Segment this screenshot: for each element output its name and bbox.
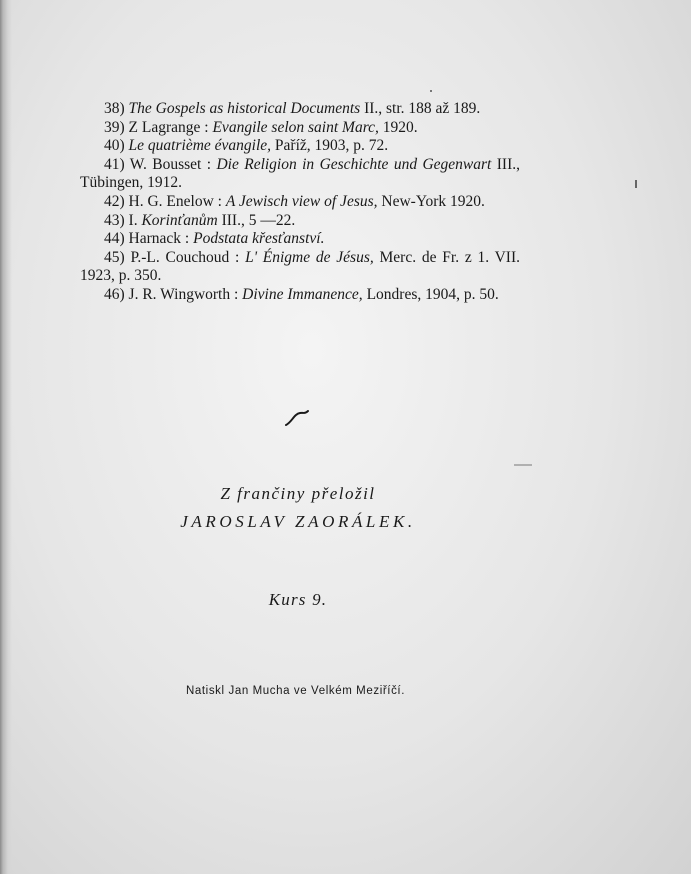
endnote bbox=[80, 212, 520, 231]
paper-speck bbox=[635, 180, 637, 188]
printer-imprint: Natiskl Jan Mucha ve Velkém Meziříčí. bbox=[185, 685, 406, 697]
endnote-title: L' Énigme de Jésus, bbox=[245, 248, 374, 266]
endnote-number: 39) bbox=[104, 118, 125, 136]
endnote-number: 43) bbox=[104, 211, 125, 229]
endnote-text: Paříž, 1903, p. 72. bbox=[271, 137, 389, 155]
endnote-title: Divine Immanence, bbox=[242, 285, 363, 303]
endnote-text: Harnack : bbox=[128, 230, 194, 248]
endnote bbox=[80, 249, 520, 286]
endnote-title: A Jewisch view of Jesus, bbox=[225, 192, 378, 210]
endnote-text: Londres, 1904, p. 50. bbox=[362, 285, 499, 303]
endnote bbox=[80, 156, 520, 193]
endnote-text: New-York 1920. bbox=[377, 192, 485, 210]
translator-name: JAROSLAV ZAORÁLEK. bbox=[180, 512, 416, 531]
endnote-number: 41) bbox=[104, 155, 125, 173]
endnote-text: W. Bousset : bbox=[129, 155, 217, 173]
page-binding-edge bbox=[0, 0, 12, 874]
endnote-title: Korinťanům bbox=[141, 211, 218, 229]
endnotes-list bbox=[80, 100, 520, 305]
endnote bbox=[80, 230, 520, 249]
endnote-title: Podstata křesťanství. bbox=[193, 230, 325, 248]
endnote bbox=[80, 100, 520, 119]
endnote-text: Z Lagrange : bbox=[128, 118, 213, 136]
endnote-number: 42) bbox=[104, 192, 125, 210]
endnote bbox=[80, 286, 520, 305]
endnote-text: III., Tübingen, 1912. bbox=[80, 155, 520, 192]
endnote-text: Merc. de Fr. z 1. VII. 1923, p. 350. bbox=[80, 248, 520, 285]
paper-mark bbox=[514, 464, 532, 466]
endnote-text: II., str. 188 až 189. bbox=[360, 100, 481, 117]
endnote-text: H. G. Enelow : bbox=[128, 192, 226, 210]
endnote-title: The Gospels as historical Documents bbox=[128, 100, 361, 117]
endnote-number: 45) bbox=[104, 248, 125, 266]
ornament-swash-icon bbox=[284, 408, 310, 428]
endnote-number: 40) bbox=[104, 137, 125, 155]
endnote bbox=[80, 137, 520, 156]
endnote-text: P.-L. Couchoud : bbox=[130, 248, 246, 266]
endnote-text: 1920. bbox=[378, 118, 418, 136]
endnote bbox=[80, 119, 520, 138]
endnote-title: Le quatrième évangile, bbox=[128, 137, 272, 155]
endnote-text: I. bbox=[128, 211, 142, 229]
endnote-title: Evangile selon saint Marc, bbox=[212, 118, 379, 136]
translator-label: Z frančiny přeložil bbox=[220, 484, 376, 503]
endnote-number: 38) bbox=[104, 100, 125, 117]
endnote-number: 46) bbox=[104, 285, 125, 303]
endnote-text: III., 5 —22. bbox=[217, 211, 296, 229]
endnote-text: J. R. Wingworth : bbox=[128, 285, 243, 303]
course-number: Kurs 9. bbox=[268, 590, 328, 609]
endnote-title: Die Religion in Geschichte und Gegenwart bbox=[216, 155, 492, 173]
paper-speck bbox=[430, 90, 432, 92]
endnote-number: 44) bbox=[104, 230, 125, 248]
endnote bbox=[80, 193, 520, 212]
